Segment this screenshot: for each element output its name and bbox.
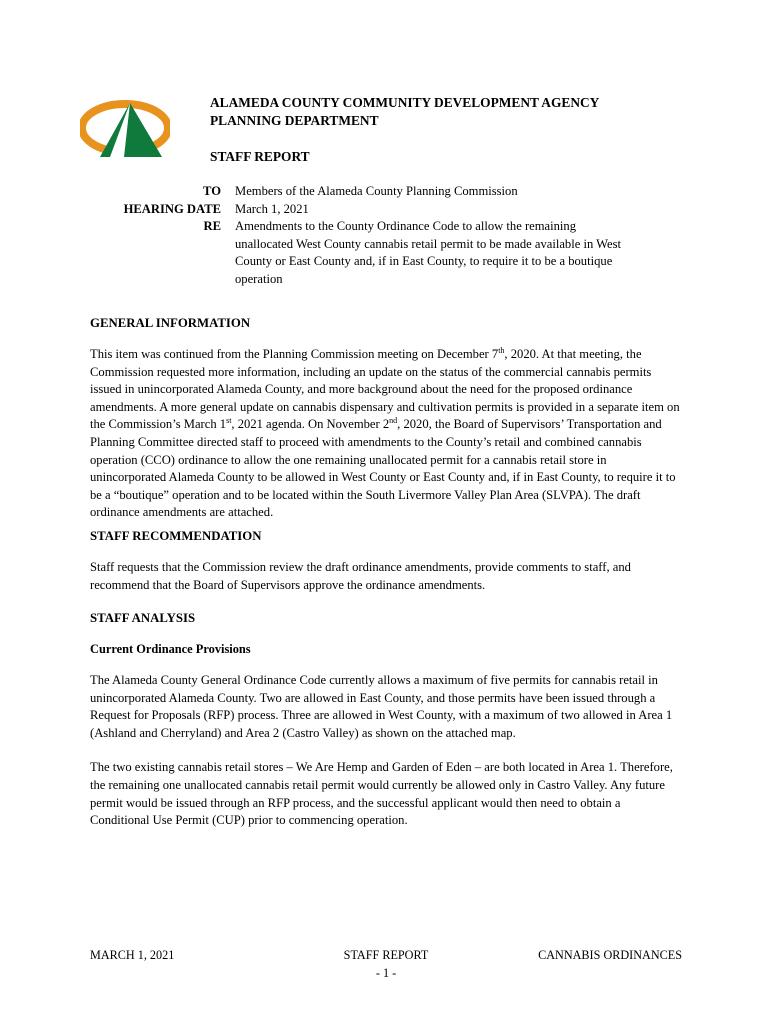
agency-name: ALAMEDA COUNTY COMMUNITY DEVELOPMENT AGENCY: [210, 95, 600, 110]
general-information-heading: GENERAL INFORMATION: [90, 316, 251, 330]
gi-text-d: , 2020, the Board of Supervisors’ Transportation and Planning Committee directed staff to proceed with amendments to the County’s retail and combined cannabis operation (CCO) ordinance to allow the one remaining unallocated permit for a cannabis retail store in unincorporated Alameda County to be allowed in West County or East County and, if in East County, to require it to be a “boutique” operation and to be located within the South Livermore Valley Plan Area (SLVPA). The draft ordinance amendments are attached.: [90, 417, 676, 520]
page-footer: [90, 947, 682, 987]
staff-analysis-paragraph-1: The Alameda County General Ordinance Code currently allows a maximum of five permits for cannabis retail in unincorporated Alameda County. Two are allowed in East County, and those permits have been issued through a Request for Proposals (RFP) process. Three are allowed in West County, with a maximum of two allowed in Area 1 (Ashland and Cherryland) and Area 2 (Castro Valley) as shown on the attached map.: [90, 673, 673, 740]
general-information-section: [90, 314, 682, 522]
staff-recommendation-text: Staff requests that the Commission review the draft ordinance amendments, provide comments to staff, and recommend that the Board of Supervisors approve the ordinance amendments.: [90, 560, 631, 592]
gi-text-a: This item was continued from the Planning Commission meeting on December 7: [90, 347, 499, 361]
footer-page-number: - 1 -: [375, 965, 397, 980]
memo-hearing-value: March 1, 2021: [235, 201, 309, 216]
memo-block: [90, 183, 650, 289]
memo-re-value: Amendments to the County Ordinance Code to allow the remaining unallocated West County cannabis retail permit to be made available in West County or East County and, if in East County, to require it to be a boutique operation: [235, 219, 622, 286]
staff-analysis-section: [90, 609, 682, 830]
memo-to-value: Members of the Alameda County Planning Commission: [235, 184, 518, 198]
gi-sup-2: st: [226, 416, 232, 426]
report-title: STAFF REPORT: [210, 149, 310, 164]
staff-recommendation-heading: STAFF RECOMMENDATION: [90, 529, 262, 543]
footer-report-title: STAFF REPORT: [343, 948, 429, 962]
current-ordinance-subheading: Current Ordinance Provisions: [90, 642, 251, 656]
general-information-paragraph: [90, 346, 682, 522]
staff-analysis-heading: STAFF ANALYSIS: [90, 611, 196, 625]
memo-re-label: RE: [203, 219, 221, 234]
footer-center: [340, 947, 432, 982]
memo-to-label: TO: [203, 184, 221, 198]
memo-hearing-label: HEARING DATE: [123, 201, 221, 216]
memo-to-row: [90, 183, 650, 201]
staff-recommendation-section: [90, 527, 682, 594]
gi-sup-3: nd: [389, 416, 398, 426]
department-name: PLANNING DEPARTMENT: [210, 113, 379, 128]
memo-hearing-row: [90, 201, 650, 219]
staff-analysis-paragraph-2: The two existing cannabis retail stores – We Are Hemp and Garden of Eden – are both located in Area 1. Therefore, the remaining one unallocated cannabis retail permit would currently be allowed only in Castro Valley. Any future permit would be issued through an RFP process, and the successful applicant would then need to obtain a Conditional Use Permit (CUP) prior to commencing operation.: [90, 760, 673, 828]
gi-text-b: , 2020. At that meeting, the Commission requested more information, including an update on the status of the commercial cannabis permits issued in unincorporated Alameda County, and more background about the need for the proposed ordinance amendments. A more general update on cannabis dispensary and cultivation permits is provided in a separate item on the Commission’s March 1: [90, 347, 680, 432]
footer-date: MARCH 1, 2021: [90, 948, 175, 962]
agency-logo: [80, 97, 170, 159]
footer-subject: CANNABIS ORDINANCES: [538, 948, 682, 962]
memo-re-row: [90, 218, 650, 288]
gi-text-c: , 2021 agenda. On November 2: [231, 417, 390, 432]
gi-sup-1: th: [498, 345, 505, 355]
agency-header: [210, 94, 599, 130]
